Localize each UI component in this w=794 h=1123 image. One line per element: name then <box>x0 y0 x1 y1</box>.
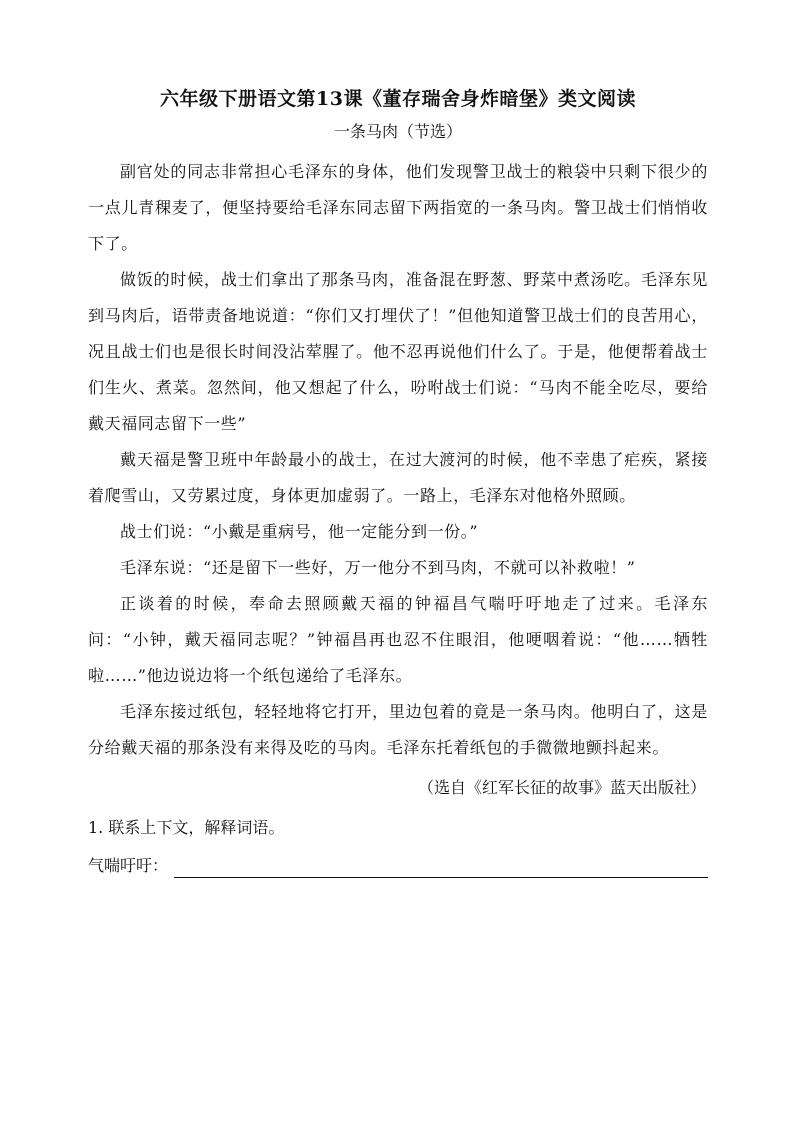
paragraph-5: 毛泽东说：“还是留下一些好，万一他分不到马肉，不就可以补救啦！” <box>120 558 636 577</box>
question-1-prompt: 1. 联系上下文，解释词语。 <box>88 818 285 837</box>
paragraph-3: 戴天福是警卫班中年龄最小的战士，在过大渡河的时候，他不幸患了疟疾，紧接着爬雪山，又劳累过度，身体更加虚弱了。一路上，毛泽东对他格外照顾。 <box>88 450 708 505</box>
paragraph-2: 做饭的时候，战士们拿出了那条马肉，准备混在野葱、野菜中煮汤吃。毛泽东见到马肉后，语带责备地说道：“你们又打埋伏了！”但他知道警卫战士们的良苦用心，况且战士们也是很长时间没沾荤腥了。他不忍再说他们什么了。于是，他便帮着战士们生火、煮菜。忽然间，他又想起了什么，吩咐战士们说：“马肉不能全吃尽，要给戴天福同志留下一些” <box>88 270 708 433</box>
page-title: 六年级下册语文第13课《董存瑞舍身炸暗堡》类文阅读 <box>160 88 636 110</box>
answer-blank-line[interactable] <box>174 853 708 878</box>
paragraph-4: 战士们说：“小戴是重病号，他一定能分到一份。” <box>120 522 479 541</box>
article-subtitle: 一条马肉（节选） <box>333 122 462 141</box>
source-citation: （选自《红军长征的故事》蓝天出版社） <box>417 778 706 797</box>
term-label: 气喘吁吁： <box>88 856 169 875</box>
question-1-answer-row <box>88 848 708 884</box>
paragraph-7: 毛泽东接过纸包，轻轻地将它打开，里边包着的竟是一条马肉。他明白了，这是分给戴天福的那条没有来得及吃的马肉。毛泽东托着纸包的手微微地颤抖起来。 <box>88 702 708 757</box>
paragraph-1: 副官处的同志非常担心毛泽东的身体，他们发现警卫战士的粮袋中只剩下很少的一点儿青稞麦了，便坚持要给毛泽东同志留下两指宽的一条马肉。警卫战士们悄悄收下了。 <box>88 162 708 253</box>
paragraph-6: 正谈着的时候，奉命去照顾戴天福的钟福昌气喘吁吁地走了过来。毛泽东问：“小钟，戴天福同志呢？”钟福昌再也忍不住眼泪，他哽咽着说：“他……牺牲啦……”他边说边将一个纸包递给了毛泽东。 <box>88 594 708 685</box>
